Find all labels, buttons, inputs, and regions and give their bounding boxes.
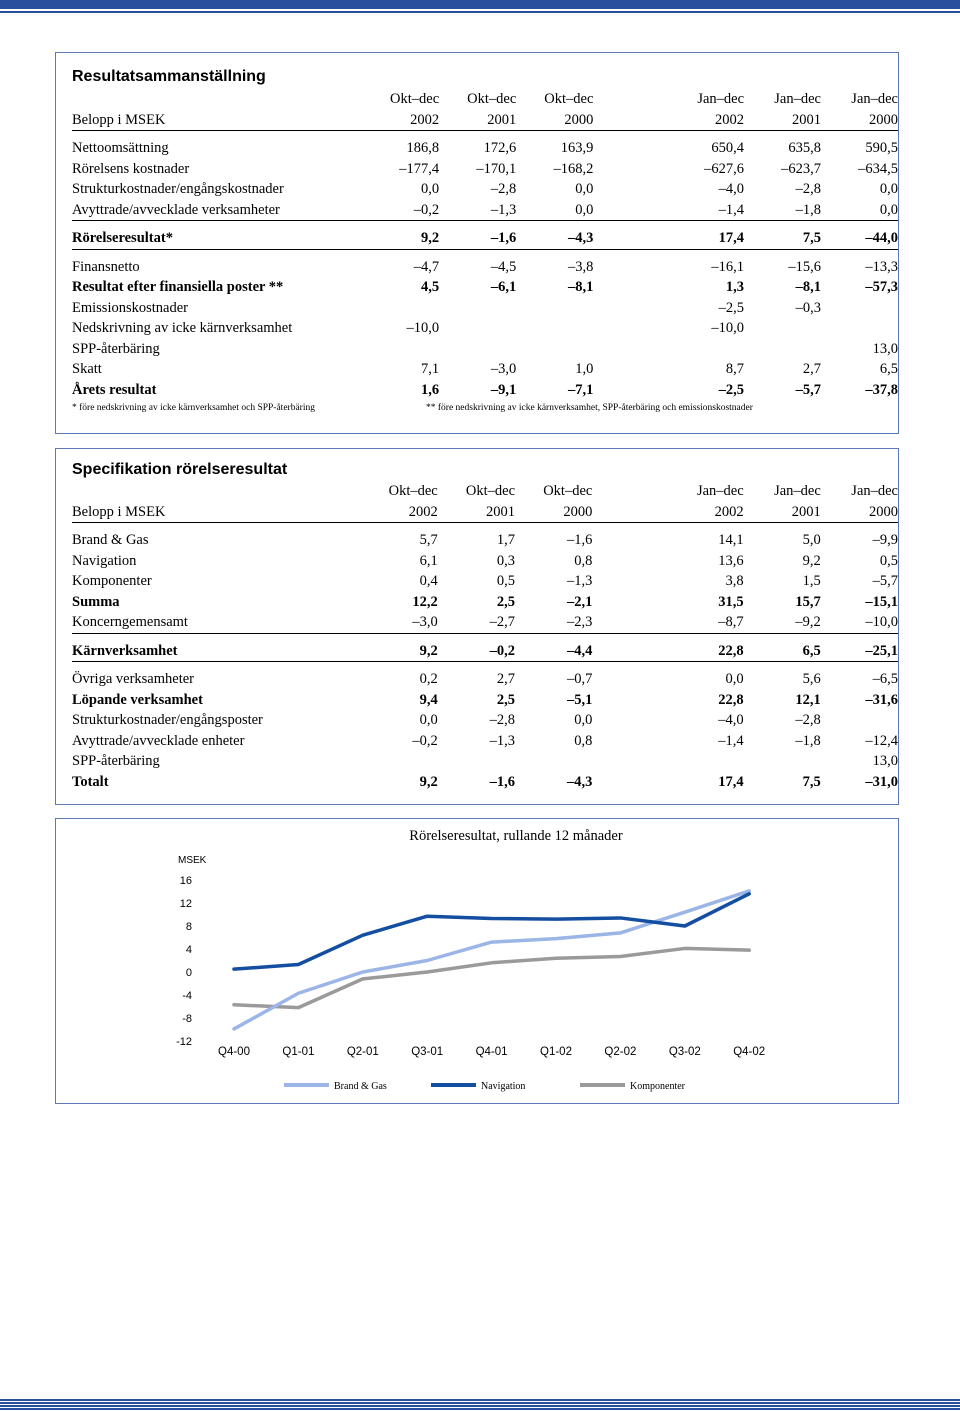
cell-value: –634,5 — [858, 160, 898, 177]
table-row — [72, 571, 898, 592]
y-tick-label: -12 — [176, 1036, 192, 1048]
legend-label: Brand & Gas — [334, 1081, 387, 1092]
cell-value: –2,8 — [795, 181, 821, 197]
cell-value: –44,0 — [821, 228, 898, 249]
table-row — [72, 200, 898, 221]
period-header: Okt–dec — [465, 483, 516, 499]
cell-value: 14,1 — [718, 532, 744, 548]
operating-result-spec-title: Specifikation rörelseresultat — [72, 461, 288, 478]
cell-value: –177,4 — [399, 160, 440, 177]
cell-value: 186,8 — [406, 140, 440, 156]
cell-value: 12,2 — [412, 593, 438, 610]
cell-value: –9,1 — [490, 381, 517, 398]
top-rule — [0, 0, 960, 9]
cell-value: 22,8 — [667, 641, 744, 662]
row-label: Rörelseresultat* — [72, 228, 362, 249]
cell-value: 22,8 — [718, 691, 744, 708]
cell-value: 9,2 — [802, 552, 821, 569]
cell-value: 4,5 — [421, 279, 440, 295]
table-row — [72, 731, 898, 752]
y-tick-label: 12 — [179, 898, 192, 910]
footnote-1: * före nedskrivning av icke kärnverksamhet och SPP-återbäring — [72, 403, 315, 413]
cell-value — [744, 339, 821, 360]
cell-value: –4,0 — [718, 181, 745, 197]
x-tick-label: Q3-02 — [668, 1046, 701, 1058]
year-header: 2002 — [360, 502, 437, 523]
cell-value: 1,7 — [496, 532, 516, 548]
year-header: 2000 — [821, 110, 898, 131]
cell-value: 0,0 — [419, 712, 438, 728]
period-header: Okt–dec — [467, 91, 517, 107]
x-tick-label: Q4-01 — [475, 1046, 508, 1058]
x-tick-label: Q2-01 — [346, 1046, 379, 1058]
operating-result-spec-panel — [55, 448, 899, 805]
row-label: Summa — [72, 593, 120, 610]
cell-value: 1,3 — [725, 279, 745, 295]
row-label: SPP-återbäring — [72, 753, 160, 769]
row-label: Navigation — [72, 552, 137, 569]
cell-value: –1,8 — [795, 732, 821, 749]
cell-value: 31,5 — [718, 593, 744, 610]
cell-value: 13,0 — [872, 753, 898, 769]
table-row — [72, 298, 898, 319]
cell-value: 0,3 — [496, 552, 516, 569]
cell-value: 0,8 — [574, 732, 593, 749]
cell-value: 2,7 — [802, 361, 821, 377]
cell-value — [744, 318, 821, 339]
y-tick-label: 0 — [185, 967, 192, 979]
cell-value: –16,1 — [711, 258, 745, 275]
row-label: Koncerngemensamt — [72, 612, 360, 633]
y-tick-label: 16 — [179, 875, 192, 887]
cell-value: –31,6 — [865, 691, 898, 708]
cell-value: –0,2 — [438, 641, 515, 662]
cell-value: –2,1 — [566, 593, 593, 610]
cell-value: 163,9 — [560, 140, 594, 156]
cell-value: –1,4 — [667, 200, 744, 221]
period-header: Jan–dec — [774, 483, 821, 499]
cell-value: –8,1 — [795, 279, 821, 295]
cell-value — [439, 339, 516, 360]
cell-value: –1,6 — [439, 228, 516, 249]
y-tick-label: 8 — [185, 921, 192, 933]
cell-value: –0,2 — [362, 200, 439, 221]
operating-result-spec-table — [72, 481, 898, 792]
table-row — [72, 641, 898, 662]
period-header: Jan–dec — [697, 91, 745, 107]
header-period-row — [72, 481, 898, 502]
cell-value: 7,1 — [421, 361, 440, 377]
chart-title: Rörelseresultat, rullande 12 månader — [409, 828, 623, 844]
cell-value: –6,1 — [490, 279, 517, 295]
cell-value — [821, 298, 898, 319]
cell-value — [362, 298, 439, 319]
table-row — [72, 228, 898, 249]
cell-value — [667, 339, 744, 360]
cell-value: 8,7 — [725, 361, 745, 377]
cell-value: –8,1 — [568, 279, 594, 295]
bottom-rule — [0, 1399, 960, 1411]
cell-value: –15,6 — [788, 258, 821, 275]
cell-value — [744, 751, 821, 772]
cell-value — [360, 751, 437, 772]
cell-value: –6,5 — [872, 671, 898, 687]
year-header: 2000 — [821, 502, 898, 523]
cell-value — [515, 751, 592, 772]
cell-value: 15,7 — [795, 593, 821, 610]
cell-value — [362, 339, 439, 360]
cell-value: –9,9 — [872, 532, 898, 548]
cell-value: –2,8 — [490, 181, 517, 197]
year-header: 2002 — [667, 110, 744, 131]
cell-value — [516, 339, 593, 360]
header-year-row — [72, 110, 898, 131]
cell-value — [516, 298, 593, 319]
cell-value: 5,6 — [802, 671, 821, 687]
cell-value: 7,5 — [802, 773, 821, 790]
cell-value: –57,3 — [865, 279, 898, 295]
cell-value: –10,0 — [821, 612, 898, 633]
cell-value: 0,0 — [516, 200, 593, 221]
cell-value: –0,7 — [566, 671, 593, 687]
cell-value: –4,7 — [413, 258, 440, 275]
cell-value: 1,0 — [575, 361, 594, 377]
table-row — [72, 592, 898, 613]
results-summary-title: Resultatsammanställning — [72, 68, 266, 85]
row-label: Strukturkostnader/engångsposter — [72, 712, 263, 728]
row-label: Strukturkostnader/engångskostnader — [72, 181, 284, 197]
cell-value: –4,3 — [516, 228, 593, 249]
row-label: Rörelsens kostnader — [72, 160, 190, 177]
cell-value: –1,3 — [489, 732, 516, 749]
period-header: Jan–dec — [774, 91, 821, 107]
cell-value: 2,7 — [496, 671, 516, 687]
cell-value: –3,8 — [568, 258, 594, 275]
table-row — [72, 751, 898, 772]
table-row — [72, 277, 898, 298]
cell-value: –10,0 — [711, 320, 745, 336]
period-header: Okt–dec — [390, 91, 440, 107]
cell-value: 590,5 — [865, 140, 898, 156]
cell-value — [439, 318, 516, 339]
cell-value: 2,5 — [496, 691, 516, 708]
x-tick-label: Q1-01 — [282, 1046, 315, 1058]
table-row — [72, 339, 898, 360]
table-row — [72, 380, 898, 401]
header-period-row — [72, 89, 898, 110]
cell-value: –31,0 — [865, 773, 898, 790]
row-label: Övriga verksamheter — [72, 671, 194, 687]
cell-value: 9,2 — [419, 773, 438, 790]
cell-value: –7,1 — [568, 381, 594, 398]
cell-value: 5,7 — [419, 532, 438, 548]
row-label: Avyttrade/avvecklade verksamheter — [72, 200, 362, 221]
cell-value: –2,5 — [718, 381, 745, 398]
table-row — [72, 318, 898, 339]
cell-value: 6,5 — [879, 361, 898, 377]
row-label: Komponenter — [72, 573, 152, 589]
cell-value: 635,8 — [788, 140, 821, 156]
cell-value: –0,2 — [412, 732, 438, 749]
x-tick-label: Q4-02 — [733, 1046, 766, 1058]
legend-label: Navigation — [481, 1081, 526, 1092]
table-row — [72, 690, 898, 711]
cell-value: 7,5 — [744, 228, 821, 249]
cell-value: –9,2 — [744, 612, 821, 633]
cell-value: 9,4 — [419, 691, 438, 708]
year-header: 2002 — [667, 502, 744, 523]
cell-value: –37,8 — [865, 381, 898, 398]
cell-value: –5,1 — [566, 691, 593, 708]
period-header: Okt–dec — [543, 483, 593, 499]
cell-value: 9,2 — [360, 641, 437, 662]
cell-value: –3,0 — [360, 612, 437, 633]
x-tick-label: Q4-00 — [218, 1046, 250, 1058]
cell-value: 0,8 — [574, 552, 593, 569]
cell-value: –1,6 — [566, 532, 593, 548]
chart-panel — [55, 818, 899, 1104]
x-tick-label: Q2-02 — [604, 1046, 637, 1058]
cell-value: –4,3 — [566, 773, 593, 790]
cell-value: –4,0 — [718, 712, 744, 728]
table-row — [72, 257, 898, 278]
cell-value: –1,4 — [718, 732, 744, 749]
row-label: SPP-återbäring — [72, 340, 160, 357]
row-label: Finansnetto — [72, 258, 140, 275]
table-row — [72, 669, 898, 690]
row-label: Skatt — [72, 361, 102, 377]
cell-value: 13,6 — [718, 552, 744, 569]
top-rule-thin — [0, 11, 960, 13]
cell-value: 0,0 — [575, 181, 594, 197]
cell-value: –13,3 — [865, 258, 898, 275]
row-label: Nettoomsättning — [72, 140, 169, 156]
cell-value: –2,8 — [489, 712, 516, 728]
legend-label: Komponenter — [630, 1081, 685, 1092]
row-label: Årets resultat — [72, 381, 157, 398]
cell-value: 2,5 — [496, 593, 516, 610]
y-tick-label: -8 — [182, 1013, 192, 1025]
cell-value: 0,2 — [419, 671, 438, 687]
cell-value — [516, 318, 593, 339]
cell-value — [667, 751, 744, 772]
y-tick-label: 4 — [185, 944, 192, 956]
cell-value: –4,4 — [515, 641, 592, 662]
row-label: Löpande verksamhet — [72, 691, 203, 708]
year-header: 2002 — [362, 110, 439, 131]
y-tick-label: -4 — [182, 990, 192, 1002]
cell-value: –2,3 — [515, 612, 592, 633]
cell-value: 0,5 — [496, 573, 516, 589]
cell-value: –1,6 — [489, 773, 516, 790]
cell-value: –623,7 — [781, 160, 821, 177]
cell-value: –170,1 — [476, 160, 517, 177]
cell-value: 0,0 — [821, 200, 898, 221]
period-header: Jan–dec — [851, 91, 898, 107]
cell-value: 172,6 — [483, 140, 517, 156]
cell-value — [821, 318, 898, 339]
period-header: Okt–dec — [544, 91, 594, 107]
cell-value: 1,5 — [802, 573, 821, 589]
cell-value: –8,7 — [667, 612, 744, 633]
cell-value: –4,5 — [490, 258, 517, 275]
row-label: Totalt — [72, 773, 109, 790]
cell-value: –2,7 — [438, 612, 515, 633]
cell-value: 650,4 — [711, 140, 745, 156]
header-year-row — [72, 502, 898, 523]
cell-value: 0,0 — [574, 712, 593, 728]
row-label: Avyttrade/avvecklade enheter — [72, 732, 245, 749]
cell-value: –1,3 — [566, 573, 593, 589]
row-label: Resultat efter finansiella poster ** — [72, 279, 284, 295]
cell-value: 0,4 — [419, 573, 438, 589]
cell-value: –5,7 — [795, 381, 821, 398]
row-label: Brand & Gas — [72, 532, 149, 548]
table-row — [72, 138, 898, 159]
table-row — [72, 530, 898, 551]
cell-value: –25,1 — [821, 641, 898, 662]
cell-value: 5,0 — [802, 532, 821, 548]
cell-value: 1,6 — [421, 381, 440, 398]
cell-value: –0,3 — [795, 299, 821, 316]
period-header: Okt–dec — [388, 483, 438, 499]
series-line-navigation — [234, 894, 749, 969]
cell-value: –2,5 — [718, 299, 745, 316]
cell-value: –3,0 — [490, 361, 517, 377]
row-label: Emissionskostnader — [72, 299, 188, 316]
cell-value: 9,2 — [362, 228, 439, 249]
cell-value: –10,0 — [406, 320, 440, 336]
rolling-result-chart — [56, 819, 898, 1103]
cell-value: 0,0 — [421, 181, 440, 197]
cell-value: 6,5 — [744, 641, 821, 662]
y-axis-label: MSEK — [178, 855, 207, 866]
table-row — [72, 772, 898, 793]
row-label: Nedskrivning av icke kärnverksamhet — [72, 320, 293, 336]
amount-unit-label: Belopp i MSEK — [72, 110, 362, 131]
results-summary-table — [72, 89, 898, 400]
x-tick-label: Q3-01 — [411, 1046, 444, 1058]
cell-value: 17,4 — [718, 773, 744, 790]
cell-value: 6,1 — [419, 552, 438, 569]
table-row — [72, 359, 898, 380]
table-row — [72, 612, 898, 633]
cell-value — [438, 751, 515, 772]
year-header: 2001 — [744, 502, 821, 523]
results-summary-panel — [55, 52, 899, 434]
x-tick-label: Q1-02 — [540, 1046, 572, 1058]
cell-value: 3,8 — [725, 573, 744, 589]
row-label: Kärnverksamhet — [72, 641, 360, 662]
cell-value: –12,4 — [865, 732, 898, 749]
cell-value: –1,3 — [439, 200, 516, 221]
cell-value: 0,0 — [879, 181, 898, 197]
period-header: Jan–dec — [696, 483, 744, 499]
year-header: 2001 — [744, 110, 821, 131]
cell-value: –2,8 — [795, 712, 821, 728]
table-row — [72, 159, 898, 180]
cell-value: –1,8 — [744, 200, 821, 221]
cell-value — [439, 298, 516, 319]
cell-value: –5,7 — [872, 573, 898, 589]
year-header: 2000 — [515, 502, 592, 523]
cell-value — [821, 710, 898, 731]
table-row — [72, 179, 898, 200]
amount-unit-label: Belopp i MSEK — [72, 502, 360, 523]
footnote-2: ** före nedskrivning av icke kärnverksamhet, SPP-återbäring och emissionskostnader — [426, 403, 753, 413]
cell-value: 0,0 — [725, 671, 744, 687]
cell-value: 0,5 — [879, 552, 898, 569]
table-row — [72, 551, 898, 572]
year-header: 2001 — [439, 110, 516, 131]
cell-value: 17,4 — [667, 228, 744, 249]
year-header: 2000 — [516, 110, 593, 131]
cell-value: –627,6 — [704, 160, 745, 177]
period-header: Jan–dec — [851, 483, 898, 499]
cell-value: –168,2 — [553, 160, 594, 177]
cell-value: –15,1 — [865, 593, 898, 610]
cell-value: 12,1 — [795, 691, 821, 708]
year-header: 2001 — [438, 502, 515, 523]
cell-value: 13,0 — [872, 340, 898, 357]
table-row — [72, 710, 898, 731]
